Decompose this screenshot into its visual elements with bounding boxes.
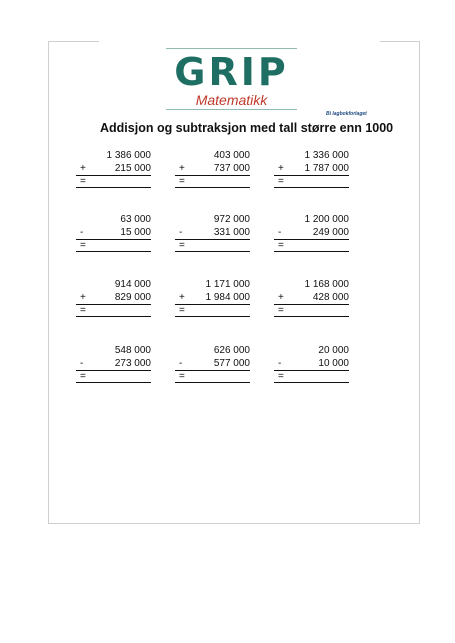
problem-6 [274,213,349,252]
answer-underline [76,251,151,252]
logo-subtitle: Matematikk [195,92,268,108]
sum-line [175,304,250,305]
first-operand-row [76,213,151,226]
first-operand: 63 000 [120,214,151,225]
first-operand-row [175,278,250,291]
second-operand-row [175,162,250,175]
sum-line [175,239,250,240]
second-operand-row [76,357,151,370]
first-operand: 548 000 [114,345,151,356]
sum-line [175,175,250,176]
operator-sign: - [179,358,183,369]
equals-sign: = [179,305,185,316]
second-operand: 249 000 [312,227,349,238]
grip-logo [166,48,297,110]
equals-sign: = [80,305,86,316]
equals-sign: = [179,371,185,382]
answer-underline [274,187,349,188]
first-operand-row [76,149,151,162]
second-operand-row [175,226,250,239]
second-operand: 577 000 [213,358,250,369]
answer-underline [175,382,250,383]
answer-underline [76,316,151,317]
sum-line [76,239,151,240]
problem-1 [76,149,151,188]
problem-5 [175,213,250,252]
sum-line [274,239,349,240]
equals-sign: = [278,176,284,187]
problem-8 [175,278,250,317]
sum-line [76,304,151,305]
operator-sign: + [278,163,284,174]
answer-underline [76,187,151,188]
problem-7 [76,278,151,317]
second-operand: 1 984 000 [205,292,250,303]
first-operand-row [274,149,349,162]
second-operand: 215 000 [114,163,151,174]
page-top-edge-right [380,41,419,42]
operator-sign: - [278,358,282,369]
first-operand: 1 200 000 [304,214,349,225]
problem-4 [76,213,151,252]
equals-sign: = [278,371,284,382]
equals-sign: = [278,240,284,251]
second-operand: 10 000 [318,358,349,369]
second-operand-row [175,357,250,370]
problem-11 [175,344,250,383]
logo-bottom-rule [166,109,297,110]
first-operand-row [274,213,349,226]
answer-underline [274,251,349,252]
first-operand: 403 000 [213,150,250,161]
first-operand-row [274,278,349,291]
problem-3 [274,149,349,188]
second-operand: 1 787 000 [304,163,349,174]
operator-sign: + [278,292,284,303]
answer-underline [175,316,250,317]
operator-sign: + [80,163,86,174]
problem-2 [175,149,250,188]
operator-sign: + [179,292,185,303]
page-title: Addisjon og subtraksjon med tall større enn 1000 [100,121,394,135]
problem-12 [274,344,349,383]
operator-sign: + [179,163,185,174]
answer-underline [175,187,250,188]
first-operand-row [274,344,349,357]
logo-top-rule [166,48,297,49]
second-operand-row [274,226,349,239]
second-operand: 15 000 [120,227,151,238]
second-operand-row [274,357,349,370]
sum-line [76,370,151,371]
page-top-edge-left [48,41,99,42]
equals-sign: = [179,176,185,187]
sum-line [175,370,250,371]
operator-sign: - [278,227,282,238]
publisher-mark: Bi lagbokforlaget [326,111,367,117]
equals-sign: = [278,305,284,316]
sum-line [274,175,349,176]
equals-sign: = [80,240,86,251]
sum-line [274,304,349,305]
second-operand-row [274,291,349,304]
second-operand-row [76,226,151,239]
sum-line [76,175,151,176]
second-operand-row [76,162,151,175]
second-operand-row [175,291,250,304]
operator-sign: - [179,227,183,238]
first-operand: 914 000 [114,279,151,290]
first-operand: 1 171 000 [205,279,250,290]
second-operand: 737 000 [213,163,250,174]
equals-sign: = [80,371,86,382]
operator-sign: + [80,292,86,303]
answer-underline [274,382,349,383]
problem-9 [274,278,349,317]
equals-sign: = [80,176,86,187]
answer-underline [274,316,349,317]
first-operand-row [175,149,250,162]
second-operand-row [76,291,151,304]
sum-line [274,370,349,371]
problem-10 [76,344,151,383]
answer-underline [175,251,250,252]
operator-sign: - [80,227,84,238]
operator-sign: - [80,358,84,369]
second-operand: 331 000 [213,227,250,238]
answer-underline [76,382,151,383]
second-operand-row [274,162,349,175]
first-operand-row [175,344,250,357]
second-operand: 428 000 [312,292,349,303]
first-operand: 972 000 [213,214,250,225]
first-operand: 1 336 000 [304,150,349,161]
first-operand: 1 168 000 [304,279,349,290]
second-operand: 273 000 [114,358,151,369]
first-operand: 626 000 [213,345,250,356]
logo-word: GRIP [174,50,289,94]
first-operand: 1 386 000 [106,150,151,161]
first-operand-row [76,278,151,291]
equals-sign: = [179,240,185,251]
first-operand-row [76,344,151,357]
first-operand: 20 000 [318,345,349,356]
first-operand-row [175,213,250,226]
second-operand: 829 000 [114,292,151,303]
